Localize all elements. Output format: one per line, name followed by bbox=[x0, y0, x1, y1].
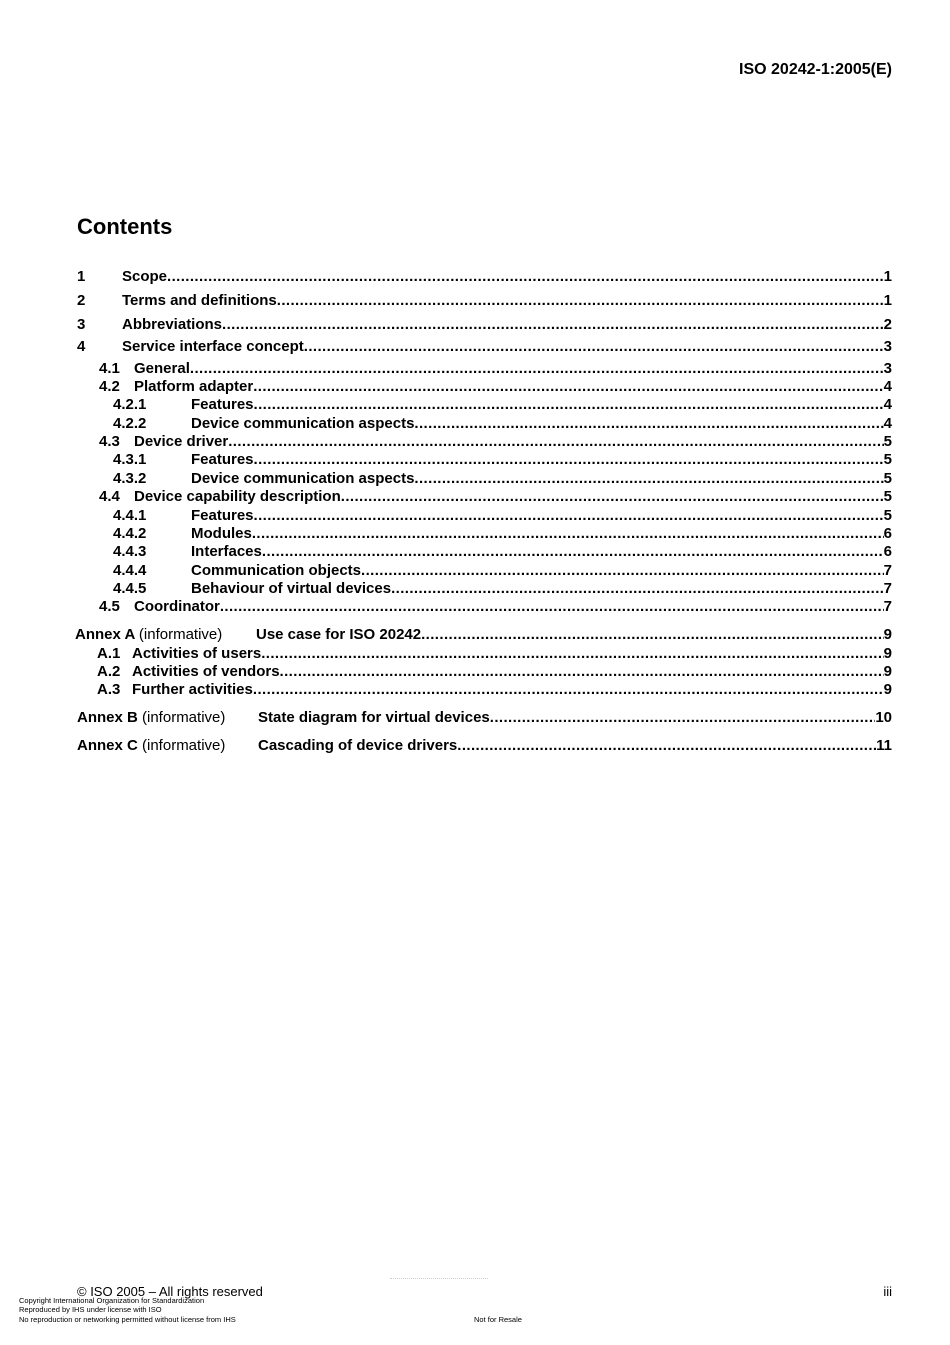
faint-divider bbox=[390, 1278, 488, 1281]
toc-title: Activities of vendors bbox=[132, 663, 280, 680]
toc-page: 9 bbox=[883, 663, 892, 680]
toc-title: Activities of users bbox=[132, 645, 262, 662]
toc-title: Abbreviations bbox=[122, 316, 223, 333]
toc-entry-a-3[interactable] bbox=[97, 681, 892, 699]
toc-entry-4-4-3[interactable] bbox=[113, 543, 892, 561]
toc-entry-4-3-2[interactable] bbox=[113, 470, 892, 488]
toc-title: Further activities bbox=[132, 681, 253, 698]
toc-page: 7 bbox=[883, 562, 892, 579]
dot-leader bbox=[361, 562, 884, 580]
toc-entry-4-4-1[interactable] bbox=[113, 507, 892, 525]
dot-leader bbox=[414, 415, 883, 433]
dot-leader bbox=[254, 396, 884, 414]
dot-leader bbox=[253, 378, 883, 396]
toc-entry-annex-a[interactable] bbox=[75, 626, 892, 644]
toc-title: Device capability description bbox=[134, 488, 341, 505]
toc-page: 6 bbox=[883, 525, 892, 542]
dot-leader bbox=[490, 709, 876, 727]
toc-page: 10 bbox=[875, 709, 892, 726]
annex-label-group bbox=[75, 626, 256, 644]
toc-number: 4 bbox=[77, 338, 86, 355]
dot-leader bbox=[304, 338, 884, 356]
license-line: Copyright International Organization for Standardization bbox=[19, 1296, 205, 1305]
toc-number: 3 bbox=[77, 316, 86, 333]
toc-entry-4-3[interactable] bbox=[99, 433, 892, 451]
toc-entry-3[interactable] bbox=[77, 316, 892, 334]
dot-leader bbox=[228, 433, 883, 451]
toc-number: 4.1 bbox=[99, 360, 120, 377]
license-line: Reproduced by IHS under license with ISO bbox=[19, 1305, 162, 1314]
toc-entry-4-4-2[interactable] bbox=[113, 525, 892, 543]
toc-page: 4 bbox=[883, 415, 892, 432]
dot-leader bbox=[261, 645, 883, 663]
toc-title: Features bbox=[191, 396, 254, 413]
annex-label: Annex A bbox=[75, 626, 135, 643]
toc-title: Interfaces bbox=[191, 543, 262, 560]
dot-leader bbox=[167, 268, 884, 286]
toc-page: 4 bbox=[883, 378, 892, 395]
toc-number: 4.3.1 bbox=[113, 451, 147, 468]
dot-leader bbox=[220, 598, 884, 616]
toc-number: 4.3.2 bbox=[113, 470, 147, 487]
annex-kind: (informative) bbox=[142, 709, 226, 726]
toc-page: 5 bbox=[883, 433, 892, 450]
toc-entry-4-4[interactable] bbox=[99, 488, 892, 506]
toc-page: 6 bbox=[883, 543, 892, 560]
toc-entry-2[interactable] bbox=[77, 292, 892, 310]
toc-entry-4-4-4[interactable] bbox=[113, 562, 892, 580]
toc-page: 5 bbox=[883, 507, 892, 524]
dot-leader bbox=[457, 737, 876, 755]
toc-page: 9 bbox=[883, 681, 892, 698]
toc-number: 4.2.2 bbox=[113, 415, 147, 432]
toc-entry-annex-c[interactable] bbox=[77, 737, 892, 755]
toc-number: 1 bbox=[77, 268, 86, 285]
toc-entry-4-5[interactable] bbox=[99, 598, 892, 616]
annex-label: Annex B bbox=[77, 709, 138, 726]
dot-leader bbox=[341, 488, 884, 506]
toc-number: 4.4 bbox=[99, 488, 120, 505]
dot-leader bbox=[414, 470, 883, 488]
toc-page: 5 bbox=[883, 488, 892, 505]
toc-title: Features bbox=[191, 451, 254, 468]
toc-number: 4.5 bbox=[99, 598, 120, 615]
toc-number: A.1 bbox=[97, 645, 121, 662]
toc-entry-a-2[interactable] bbox=[97, 663, 892, 681]
toc-page: 5 bbox=[883, 451, 892, 468]
dot-leader bbox=[277, 292, 884, 310]
toc-title: Device communication aspects bbox=[191, 470, 415, 487]
toc-page: 1 bbox=[883, 268, 892, 285]
toc-page: 1 bbox=[883, 292, 892, 309]
toc-entry-annex-b[interactable] bbox=[77, 709, 892, 727]
annex-label-group bbox=[77, 737, 258, 755]
dot-leader bbox=[391, 580, 884, 598]
toc-title: Service interface concept bbox=[122, 338, 304, 355]
toc-entry-4-2-1[interactable] bbox=[113, 396, 892, 414]
dot-leader bbox=[252, 525, 884, 543]
toc-title: Device communication aspects bbox=[191, 415, 415, 432]
dot-leader bbox=[421, 626, 884, 644]
annex-kind: (informative) bbox=[142, 737, 226, 754]
toc-entry-a-1[interactable] bbox=[97, 645, 892, 663]
toc-title: Use case for ISO 20242 bbox=[256, 626, 422, 643]
dot-leader bbox=[254, 507, 884, 525]
toc-entry-4-1[interactable] bbox=[99, 360, 892, 378]
toc-number: A.3 bbox=[97, 681, 121, 698]
annex-label: Annex C bbox=[77, 737, 138, 754]
dot-leader bbox=[190, 360, 884, 378]
toc-entry-1[interactable] bbox=[77, 268, 892, 286]
annex-kind: (informative) bbox=[138, 626, 223, 643]
toc-page: 5 bbox=[883, 470, 892, 487]
document-id: ISO 20242-1:2005(E) bbox=[739, 61, 892, 78]
toc-title: Coordinator bbox=[134, 598, 220, 615]
toc-page: 2 bbox=[883, 316, 892, 333]
toc-title: Device driver bbox=[134, 433, 229, 450]
toc-title: Communication objects bbox=[191, 562, 362, 579]
toc-page: 3 bbox=[883, 360, 892, 377]
toc-title: Terms and definitions bbox=[122, 292, 277, 309]
dot-leader bbox=[262, 543, 884, 561]
toc-number: 4.4.3 bbox=[113, 543, 147, 560]
toc-entry-4-4-5[interactable] bbox=[113, 580, 892, 598]
footer-page-number: iii bbox=[883, 1284, 892, 1299]
toc-number: 4.3 bbox=[99, 433, 120, 450]
toc-page: 3 bbox=[883, 338, 892, 355]
toc-number: A.2 bbox=[97, 663, 121, 680]
toc-title: Scope bbox=[122, 268, 168, 285]
page-title: Contents bbox=[77, 214, 173, 239]
dot-leader bbox=[254, 451, 884, 469]
dot-leader bbox=[222, 316, 884, 334]
toc-title: Cascading of device drivers bbox=[258, 737, 458, 754]
not-for-resale: Not for Resale bbox=[474, 1315, 522, 1324]
toc-title: Modules bbox=[191, 525, 252, 542]
toc-title: Features bbox=[191, 507, 254, 524]
toc-number: 4.4.4 bbox=[113, 562, 147, 579]
license-line: No reproduction or networking permitted without license from IHS bbox=[19, 1315, 236, 1324]
toc-title: Platform adapter bbox=[134, 378, 254, 395]
toc-page: 9 bbox=[883, 626, 892, 643]
toc-number: 2 bbox=[77, 292, 86, 309]
toc-title: State diagram for virtual devices bbox=[258, 709, 490, 726]
toc-number: 4.2 bbox=[99, 378, 120, 395]
toc-title: Behaviour of virtual devices bbox=[191, 580, 392, 597]
toc-page: 7 bbox=[883, 598, 892, 615]
toc-entry-4-2[interactable] bbox=[99, 378, 892, 396]
toc-number: 4.2.1 bbox=[113, 396, 147, 413]
toc-page: 9 bbox=[883, 645, 892, 662]
footer-copyright: © ISO 2005 – All rights reserved bbox=[77, 1284, 263, 1299]
toc-title: General bbox=[134, 360, 190, 377]
toc-page: 4 bbox=[883, 396, 892, 413]
toc-entry-4-2-2[interactable] bbox=[113, 415, 892, 433]
toc-number: 4.4.1 bbox=[113, 507, 147, 524]
annex-label-group bbox=[77, 709, 258, 727]
dot-leader bbox=[280, 663, 884, 681]
toc-page: 7 bbox=[883, 580, 892, 597]
toc-entry-4[interactable] bbox=[77, 338, 892, 356]
toc-entry-4-3-1[interactable] bbox=[113, 451, 892, 469]
dot-leader bbox=[253, 681, 884, 699]
toc-number: 4.4.2 bbox=[113, 525, 147, 542]
toc-number: 4.4.5 bbox=[113, 580, 147, 597]
toc-page: 11 bbox=[876, 737, 892, 754]
